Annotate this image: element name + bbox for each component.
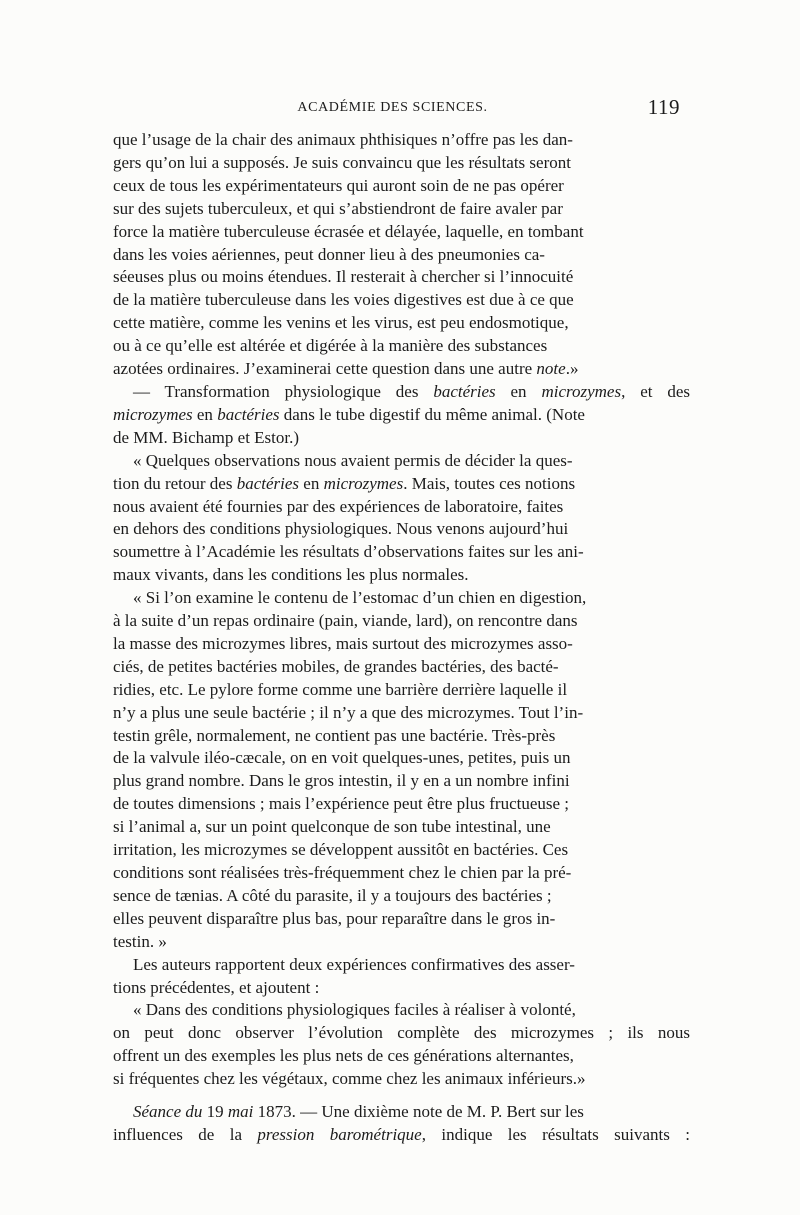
text-segment: n’y a plus une seule bactérie ; il n’y a que des microzymes. Tout l’in-	[113, 702, 584, 722]
text-line	[113, 335, 690, 358]
text-line	[113, 1068, 690, 1091]
text-segment: on peut donc observer l’évolution complète des microzymes ; ils nous	[113, 1023, 690, 1043]
text-line	[113, 564, 690, 587]
paragraph	[113, 381, 690, 450]
line-content	[113, 1069, 586, 1088]
text-segment: « Dans des conditions physiologiques faciles à réaliser à volonté,	[133, 1000, 576, 1020]
text-segment: la masse des microzymes libres, mais surtout des microzymes asso-	[113, 633, 573, 653]
text-segment: si l’animal a, sur un point quelconque de son tube intestinal, une	[113, 817, 551, 837]
paragraph	[113, 129, 690, 381]
text-segment: en	[299, 473, 324, 493]
paragraph	[113, 999, 690, 1091]
text-line	[113, 289, 690, 312]
page-number: 119	[647, 95, 680, 119]
text-segment: 1873. — Une dixième note de M. P. Bert sur les	[253, 1102, 584, 1122]
text-line	[113, 702, 690, 725]
line-content	[113, 886, 552, 905]
line-content	[113, 153, 571, 172]
paragraph	[113, 1101, 690, 1147]
line-content	[113, 405, 585, 424]
line-content	[133, 588, 586, 607]
italic-text: bactéries	[217, 404, 280, 424]
text-segment: soumettre à l’Académie les résultats d’observations faites sur les ani-	[113, 542, 584, 562]
line-content	[133, 1000, 576, 1019]
line-content	[133, 1102, 584, 1121]
text-segment: tion du retour des	[113, 473, 237, 493]
italic-text: pression barométrique	[257, 1124, 422, 1144]
text-line	[113, 885, 690, 908]
paragraph	[113, 587, 690, 954]
text-segment: à la suite d’un repas ordinaire (pain, viande, lard), on rencontre dans	[113, 611, 578, 631]
text-line	[113, 908, 690, 931]
line-content	[113, 222, 584, 241]
text-line	[113, 358, 690, 381]
text-segment: plus grand nombre. Dans le gros intestin, il y en a un nombre infini	[113, 771, 570, 791]
line-content	[113, 840, 568, 859]
text-line	[113, 1022, 690, 1045]
text-line	[113, 518, 690, 541]
line-content	[113, 176, 564, 195]
text-segment: elles peuvent disparaître plus bas, pour reparaître dans le gros in-	[113, 908, 556, 928]
text-segment: . Mais, toutes ces notions	[403, 473, 576, 493]
line-content	[113, 199, 563, 218]
text-segment: influences de la	[113, 1124, 258, 1144]
text-segment: , et des	[621, 381, 690, 401]
text-segment: « Si l’on examine le contenu de l’estomac d’un chien en digestion,	[133, 588, 587, 608]
line-content	[113, 703, 583, 722]
line-content	[113, 771, 570, 790]
text-segment: ciés, de petites bactéries mobiles, de grandes bactéries, des bacté-	[113, 656, 559, 676]
text-segment: 19	[202, 1102, 228, 1122]
text-segment: — Transformation physiologique des	[133, 381, 434, 401]
text-line	[113, 450, 690, 473]
line-content	[113, 794, 569, 813]
text-segment: nous avaient été fournies par des expériences de laboratoire, faites	[113, 496, 564, 516]
line-content	[113, 978, 319, 997]
line-content	[113, 748, 570, 767]
italic-text: mai	[227, 1102, 254, 1122]
text-segment: conditions sont réalisées très-fréquemment chez le chien par la pré-	[113, 863, 572, 882]
line-content	[113, 657, 559, 676]
text-segment: sence de tænias. A côté du parasite, il y a toujours des bactéries ;	[113, 885, 552, 905]
text-line	[113, 129, 690, 152]
text-line	[113, 541, 690, 564]
text-segment: irritation, les microzymes se développent aussitôt en bactéries. Ces	[113, 840, 569, 860]
text-line	[113, 244, 690, 267]
line-content	[113, 359, 578, 378]
text-segment: dans les voies aériennes, peut donner lieu à des pneumonies ca-	[113, 244, 545, 264]
line-content	[113, 634, 573, 653]
text-line	[113, 999, 690, 1022]
line-content	[113, 1125, 690, 1144]
paragraph	[113, 450, 690, 587]
text-line	[113, 931, 690, 954]
text-line	[113, 175, 690, 198]
text-segment: de la valvule iléo-cæcale, on en voit quelques-unes, petites, puis un	[113, 748, 571, 768]
italic-text: bactéries	[433, 381, 496, 401]
text-line	[113, 747, 690, 770]
text-segment: que l’usage de la chair des animaux phthisiques n’offre pas les dan-	[113, 130, 573, 149]
text-line	[113, 610, 690, 633]
line-content	[113, 909, 555, 928]
text-line	[113, 725, 690, 748]
line-content	[133, 451, 573, 470]
text-line	[113, 816, 690, 839]
text-segment: maux vivants, dans les conditions les plus normales.	[113, 565, 469, 585]
italic-text: bactéries	[236, 473, 300, 493]
italic-text: microzymes	[323, 473, 404, 493]
line-content	[113, 245, 545, 264]
line-content	[113, 336, 547, 355]
line-content	[113, 313, 569, 332]
italic-text: Séance du	[133, 1102, 203, 1122]
line-content	[113, 428, 299, 447]
text-line	[113, 152, 690, 175]
text-segment: en	[192, 404, 218, 424]
text-line	[113, 1101, 690, 1124]
text-segment: , indique les résultats suivants :	[421, 1124, 690, 1144]
line-content	[133, 382, 690, 401]
line-content	[113, 932, 167, 951]
text-segment: Les auteurs rapportent deux expériences confirmatives des asser-	[133, 954, 575, 974]
text-segment: en dehors des conditions physiologiques. Nous venons aujourd’hui	[113, 519, 569, 539]
text-line	[113, 770, 690, 793]
text-line	[113, 404, 690, 427]
text-line	[113, 312, 690, 335]
text-line	[113, 954, 690, 977]
line-content	[113, 474, 575, 493]
text-line	[113, 198, 690, 221]
text-segment: de toutes dimensions ; mais l’expérience peut être plus fructueuse ;	[113, 794, 570, 814]
text-segment: offrent un des exemples les plus nets de ces générations alternantes,	[113, 1046, 574, 1066]
text-line	[113, 977, 690, 1000]
line-content	[113, 726, 555, 745]
line-content	[113, 680, 567, 699]
text-segment: tions précédentes, et ajoutent :	[113, 977, 320, 997]
text-line	[113, 679, 690, 702]
text-line	[113, 221, 690, 244]
line-content	[113, 267, 573, 286]
text-line	[113, 839, 690, 862]
line-content	[113, 542, 584, 561]
italic-text: microzymes	[113, 404, 193, 424]
text-line	[113, 1124, 690, 1147]
text-column	[113, 129, 690, 1147]
text-segment: ceux de tous les expérimentateurs qui auront soin de ne pas opérer	[113, 175, 564, 195]
line-content	[113, 1023, 690, 1042]
line-content	[113, 130, 573, 149]
text-line	[113, 473, 690, 496]
text-segment: de la matière tuberculeuse dans les voies digestives est due à ce que	[113, 290, 574, 310]
text-segment: ou à ce qu’elle est altérée et digérée à la manière des substances	[113, 336, 548, 356]
text-segment: force la matière tuberculeuse écrasée et délayée, laquelle, en tombant	[113, 221, 584, 241]
line-content	[113, 497, 563, 516]
line-content	[113, 817, 551, 836]
text-segment: dans le tube digestif du même animal. (Note	[279, 404, 585, 424]
text-segment: testin. »	[113, 931, 167, 951]
text-line	[113, 266, 690, 289]
text-line	[113, 587, 690, 610]
text-segment: « Quelques observations nous avaient permis de décider la ques-	[133, 450, 573, 470]
text-segment: gers qu’on lui a supposés. Je suis convaincu que les résultats seront	[113, 152, 571, 172]
text-line	[113, 1045, 690, 1068]
text-segment: en	[495, 381, 542, 401]
line-content	[113, 863, 571, 882]
text-line	[113, 381, 690, 404]
text-segment: azotées ordinaires. J’examinerai cette question dans une autre	[113, 359, 537, 379]
text-segment: ridies, etc. Le pylore forme comme une barrière derrière laquelle il	[113, 679, 568, 699]
text-line	[113, 793, 690, 816]
paragraph	[113, 954, 690, 1000]
line-content	[113, 519, 568, 538]
italic-text: microzymes	[541, 381, 622, 401]
running-head: ACADÉMIE DES SCIENCES.	[297, 100, 488, 115]
text-segment: .»	[565, 359, 579, 379]
text-line	[113, 496, 690, 519]
line-content	[113, 290, 574, 309]
italic-text: note	[536, 359, 566, 379]
line-content	[133, 955, 575, 974]
text-line	[113, 633, 690, 656]
line-content	[113, 611, 578, 630]
line-content	[113, 1046, 574, 1065]
line-content	[113, 565, 469, 584]
text-segment: séeuses plus ou moins étendues. Il resterait à chercher si l’innocuité	[113, 267, 574, 287]
text-segment: testin grêle, normalement, ne contient pas une bactérie. Très-près	[113, 725, 556, 745]
text-segment: sur des sujets tuberculeux, et qui s’abstiendront de faire avaler par	[113, 198, 563, 218]
text-line	[113, 427, 690, 450]
text-line	[113, 862, 690, 885]
text-segment: cette matière, comme les venins et les virus, est peu endosmotique,	[113, 313, 569, 333]
text-line	[113, 656, 690, 679]
text-segment: si fréquentes chez les végétaux, comme chez les animaux inférieurs.»	[113, 1069, 586, 1089]
text-segment: de MM. Bichamp et Estor.)	[113, 427, 300, 447]
